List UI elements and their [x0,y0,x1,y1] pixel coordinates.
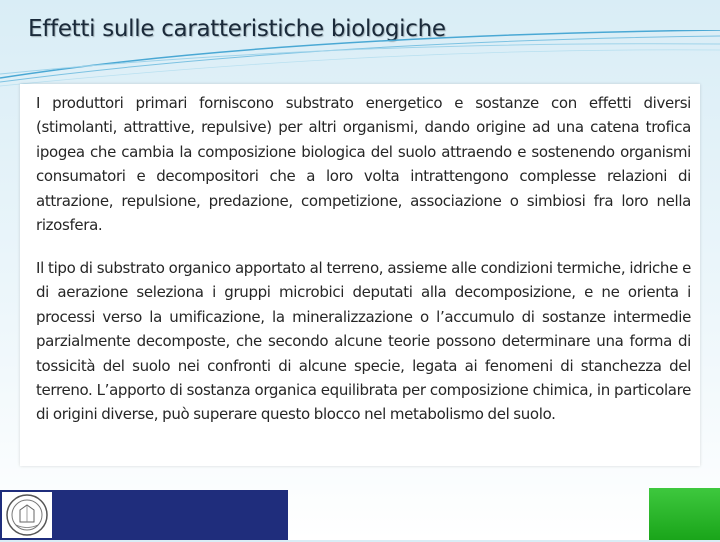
footer-bar [0,490,288,540]
decorative-swoosh [0,30,720,90]
university-seal-icon [2,492,52,538]
paragraph-2: Il tipo di substrato organico apportato al terreno, assieme alle condizioni termiche, idriche e di aerazione seleziona i gruppi microbici deputati alla decomposizione, e ne orienta i processi verso la umificazione, la mineralizzazione o l’accumulo di sostanze intermedie parzialmente decomposte, che secondo alcune teorie possono determinare una forma di tossicità del suolo nei confronti di alcune specie, legata ai fenomeni di stanchezza del terreno. L’apporto di sostanza organica equilibrata per composizione chimica, in particolare di origini diverse, può superare questo blocco nel metabolismo del suolo. [36,259,691,424]
content-box [20,84,700,466]
slide-title: Effetti sulle caratteristiche biologiche [28,16,446,42]
green-accent-block [649,488,720,540]
paragraph-1: I produttori primari forniscono substrato energetico e sostanze con effetti diversi (stimolanti, attrattive, repulsive) per altri organismi, dando origine ad una catena trofica ipogea che cambia la composizione biologica del suolo attraendo e sostenendo organismi consumatori e decompositori che a loro volta intrattengono complesse relazioni di attrazione, repulsione, predazione, competizione, associazione o simbiosi fra loro nella rizosfera. [36,94,691,235]
